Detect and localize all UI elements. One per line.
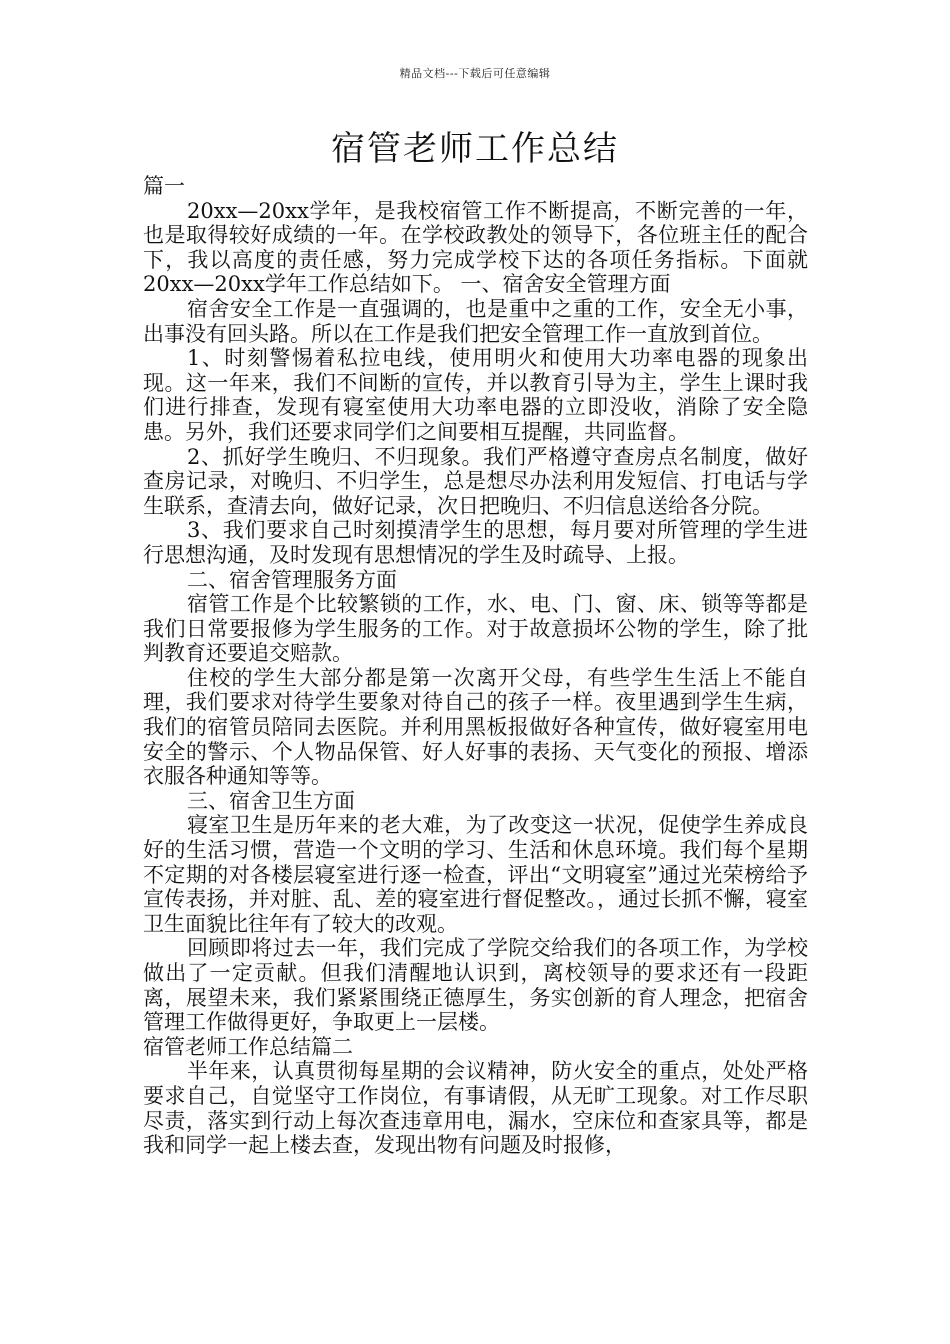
document-title: 宿管老师工作总结: [331, 129, 619, 169]
body-paragraph: 回顾即将过去一年，我们完成了学院交给我们的各项工作，为学校做出了一定贡献。但我们清醒地认识到，离校领导的要求还有一段距离，展望未来，我们紧紧围绕正德厚生，务实创新的育人理念，把宿舍管理工作做得更好，争取更上一层楼。: [143, 936, 808, 1035]
section-label-part-two: 宿管老师工作总结篇二: [143, 1034, 353, 1059]
document-body: [143, 174, 808, 1158]
body-paragraph: 2、抓好学生晚归、不归现象。我们严格遵守查房点名制度，做好查房记录，对晚归、不归学生，总是想尽办法利用发短信、打电话与学生联系，查清去向，做好记录，次日把晚归、不归信息送给各分院。: [143, 444, 808, 518]
section-heading: 二、宿舍管理服务方面: [187, 567, 397, 592]
section-label-part-one: 篇一: [143, 174, 185, 198]
body-paragraph: 3、我们要求自己时刻摸清学生的思想，每月要对所管理的学生进行思想沟通，及时发现有思想情况的学生及时疏导、上报。: [143, 518, 808, 567]
body-paragraph: 寝室卫生是历年来的老大难，为了改变这一状况，促使学生养成良好的生活习惯，营造一个文明的学习、生活和休息环境。我们每个星期不定期的对各楼层寝室进行逐一检查，评出“文明寝室”通过光荣榜给予宣传表扬，并对脏、乱、差的寝室进行督促整改。，通过长抓不懈，寝室卫生面貌比往年有了较大的改观。: [143, 813, 808, 936]
body-paragraph: 住校的学生大部分都是第一次离开父母，有些学生生活上不能自理，我们要求对待学生要象对待自己的孩子一样。夜里遇到学生生病，我们的宿管员陪同去医院。并利用黑板报做好各种宣传，做好寝室用电安全的警示、个人物品保管、好人好事的表扬、天气变化的预报、增添衣服各种通知等等。: [143, 665, 808, 789]
body-paragraph: 半年来，认真贯彻每星期的会议精神，防火安全的重点，处处严格要求自己，自觉坚守工作岗位，有事请假，从无旷工现象。对工作尽职尽责，落实到行动上每次查违章用电，漏水，空床位和查家具等，都是我和同学一起上楼去查，发现出物有问题及时报修，: [143, 1059, 808, 1158]
body-paragraph: 宿舍安全工作是一直强调的，也是重中之重的工作，安全无小事，出事没有回头路。所以在工作是我们把安全管理工作一直放到首位。: [143, 296, 808, 346]
page-header-note: 精品文档---下载后可任意编辑: [399, 67, 551, 80]
section-heading: 三、宿舍卫生方面: [187, 788, 355, 813]
body-paragraph: 20xx—20xx学年，是我校宿管工作不断提高，不断完善的一年，也是取得较好成绩的一年。在学校政教处的领导下，各位班主任的配合下，我以高度的责任感，努力完成学校下达的各项任务指标。下面就20xx—20xx学年工作总结如下。 一、宿舍安全管理方面: [143, 198, 808, 297]
body-paragraph: 宿管工作是个比较繁锁的工作，水、电、门、窗、床、锁等等都是我们日常要报修为学生服务的工作。对于故意损坏公物的学生，除了批判教育还要追交赔款。: [143, 592, 808, 666]
body-paragraph: 1、时刻警惕着私拉电线，使用明火和使用大功率电器的现象出现。这一年来，我们不间断的宣传，并以教育引导为主，学生上课时我们进行排查，发现有寝室使用大功率电器的立即没收，消除了安全隐患。另外，我们还要求同学们之间要相互提醒，共同监督。: [143, 346, 808, 444]
